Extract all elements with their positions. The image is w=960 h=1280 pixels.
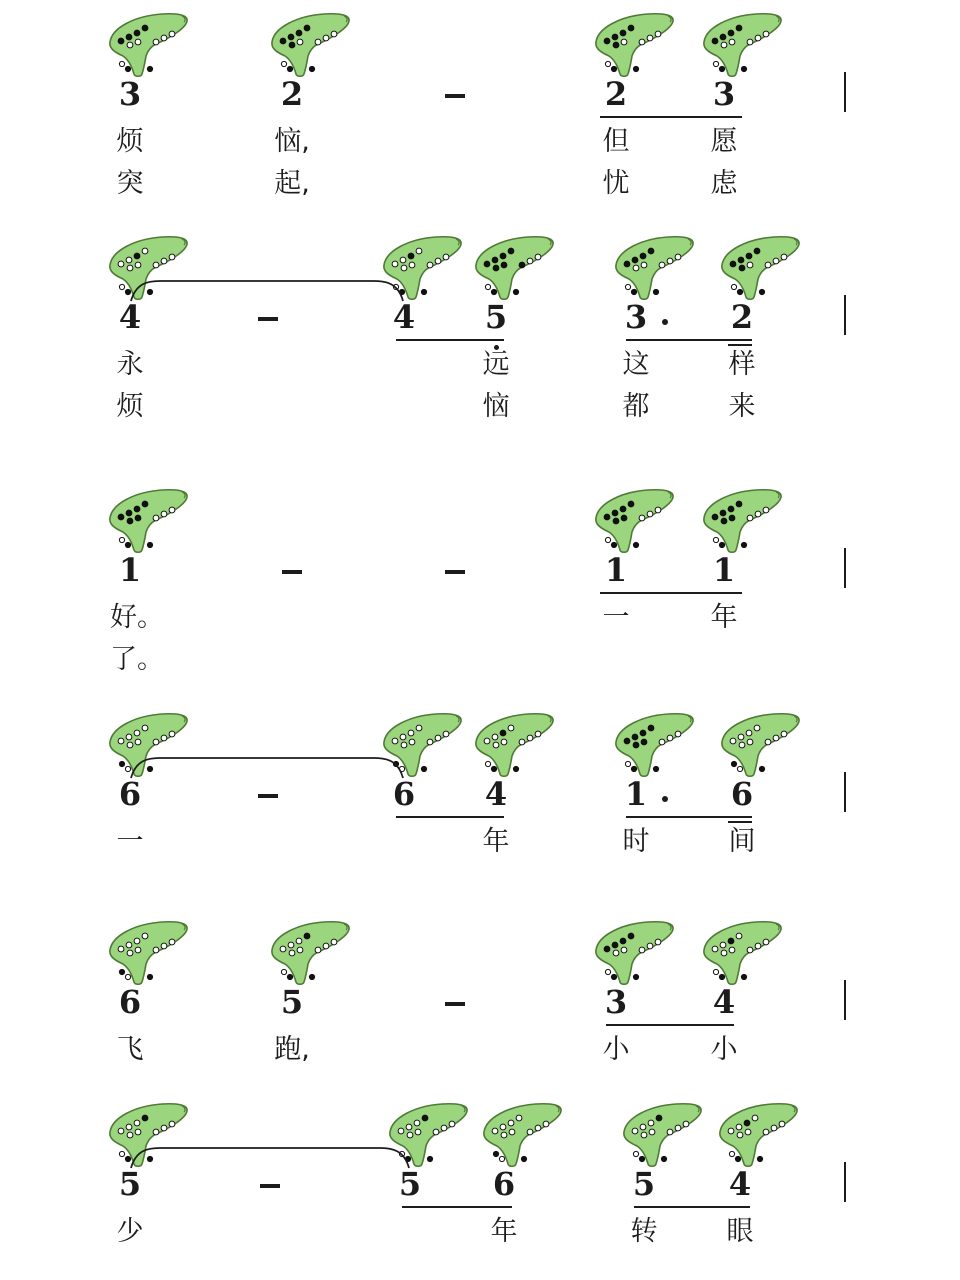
- ocarina-fingering-icon: [590, 920, 680, 986]
- note-digit: 3: [118, 75, 142, 113]
- barline: [844, 72, 846, 112]
- lyric-text: 少: [116, 1216, 144, 1247]
- lyric-text: 恼,: [274, 126, 310, 157]
- lyric-text: 都: [622, 391, 650, 422]
- lyric-text: 烦: [116, 391, 144, 422]
- barline: [844, 772, 846, 812]
- sixteenth-note-underline: [728, 821, 752, 823]
- lyric-text: 永: [116, 349, 144, 380]
- lyric-text: 转: [630, 1216, 658, 1247]
- note-digit: 3: [712, 75, 736, 113]
- eighth-note-underline: [626, 339, 752, 341]
- ocarina-fingering-icon: [618, 1102, 708, 1168]
- note-digit: 6: [392, 775, 416, 813]
- tie-arc: [130, 1146, 410, 1170]
- note-digit: 1: [712, 551, 736, 589]
- ocarina-fingering-icon: [266, 12, 356, 78]
- lyric-text: 年: [482, 826, 510, 857]
- ocarina-fingering-icon: [266, 920, 356, 986]
- lyric-text: 好。: [110, 602, 164, 633]
- lyric-text: 小: [602, 1034, 630, 1065]
- note-digit: 4: [712, 983, 736, 1021]
- lyric-text: 小: [710, 1034, 738, 1065]
- eighth-note-underline: [402, 1206, 512, 1208]
- lyric-text: 时: [622, 826, 650, 857]
- ocarina-fingering-icon: [610, 235, 700, 301]
- ocarina-fingering-icon: [470, 235, 560, 301]
- note-digit: 6: [118, 983, 142, 1021]
- sustain-dash: [258, 794, 278, 798]
- note-digit: 5: [632, 1165, 656, 1203]
- sustain-dash: [258, 317, 278, 321]
- ocarina-fingering-icon: [714, 1102, 804, 1168]
- note-digit: 3: [604, 983, 628, 1021]
- barline: [844, 980, 846, 1020]
- note-digit: 1: [624, 775, 648, 813]
- ocarina-fingering-icon: [610, 712, 700, 778]
- lyric-text: 一: [602, 602, 630, 633]
- ocarina-fingering-icon: [716, 712, 806, 778]
- ocarina-fingering-icon: [716, 235, 806, 301]
- tie-arc: [130, 756, 404, 780]
- lyric-text: 恼: [482, 391, 510, 422]
- barline: [844, 1162, 846, 1202]
- sustain-dash: [445, 1002, 465, 1006]
- note-digit: 2: [604, 75, 628, 113]
- eighth-note-underline: [626, 816, 752, 818]
- eighth-note-underline: [600, 116, 742, 118]
- lyric-text: 忧: [602, 168, 630, 199]
- tie-arc: [130, 279, 404, 303]
- note-digit: 2: [280, 75, 304, 113]
- lyric-text: 年: [710, 602, 738, 633]
- eighth-note-underline: [634, 1206, 750, 1208]
- sustain-dash: [445, 570, 465, 574]
- eighth-note-underline: [396, 339, 504, 341]
- ocarina-fingering-icon: [104, 12, 194, 78]
- note-digit: 1: [604, 551, 628, 589]
- lyric-text: 突: [116, 168, 144, 199]
- lyric-text: 了。: [110, 644, 164, 675]
- ocarina-fingering-icon: [478, 1102, 568, 1168]
- lyric-text: 虑: [710, 168, 738, 199]
- lyric-text: 样: [728, 349, 756, 380]
- sustain-dash: [260, 1184, 280, 1188]
- lyric-text: 眼: [726, 1216, 754, 1247]
- note-digit: 5: [118, 1165, 142, 1203]
- lyric-text: 烦: [116, 126, 144, 157]
- ocarina-fingering-icon: [104, 920, 194, 986]
- note-digit: 5: [484, 298, 508, 336]
- eighth-note-underline: [396, 816, 504, 818]
- lyric-text: 远: [482, 349, 510, 380]
- note-digit: 3: [624, 298, 648, 336]
- ocarina-fingering-icon: [104, 488, 194, 554]
- ocarina-fingering-icon: [698, 920, 788, 986]
- ocarina-fingering-icon: [590, 12, 680, 78]
- sustain-dash: [445, 94, 465, 98]
- note-digit: 1: [118, 551, 142, 589]
- note-digit: 6: [118, 775, 142, 813]
- lyric-text: 来: [728, 391, 756, 422]
- note-digit: 5: [280, 983, 304, 1021]
- note-digit: 4: [728, 1165, 752, 1203]
- lyric-text: 年: [490, 1216, 518, 1247]
- note-digit: 4: [392, 298, 416, 336]
- barline: [844, 295, 846, 335]
- lyric-text: 这: [622, 349, 650, 380]
- lyric-text: 愿: [710, 126, 738, 157]
- lyric-text: 间: [728, 826, 756, 857]
- lyric-text: 跑,: [274, 1034, 310, 1065]
- note-digit: 5: [398, 1165, 422, 1203]
- ocarina-fingering-icon: [698, 12, 788, 78]
- note-digit: 6: [730, 775, 754, 813]
- ocarina-fingering-icon: [470, 712, 560, 778]
- note-digit: 4: [484, 775, 508, 813]
- sustain-dash: [282, 570, 302, 574]
- ocarina-fingering-icon: [698, 488, 788, 554]
- lyric-text: 飞: [116, 1034, 144, 1065]
- augmentation-dot: [662, 796, 668, 802]
- lyric-text: 但: [602, 126, 630, 157]
- lyric-text: 起,: [274, 168, 310, 199]
- note-digit: 4: [118, 298, 142, 336]
- note-digit: 6: [492, 1165, 516, 1203]
- lyric-text: 一: [116, 826, 144, 857]
- eighth-note-underline: [606, 1024, 734, 1026]
- ocarina-fingering-icon: [590, 488, 680, 554]
- sixteenth-note-underline: [728, 344, 752, 346]
- note-digit: 2: [730, 298, 754, 336]
- augmentation-dot: [662, 319, 668, 325]
- barline: [844, 548, 846, 588]
- eighth-note-underline: [600, 592, 742, 594]
